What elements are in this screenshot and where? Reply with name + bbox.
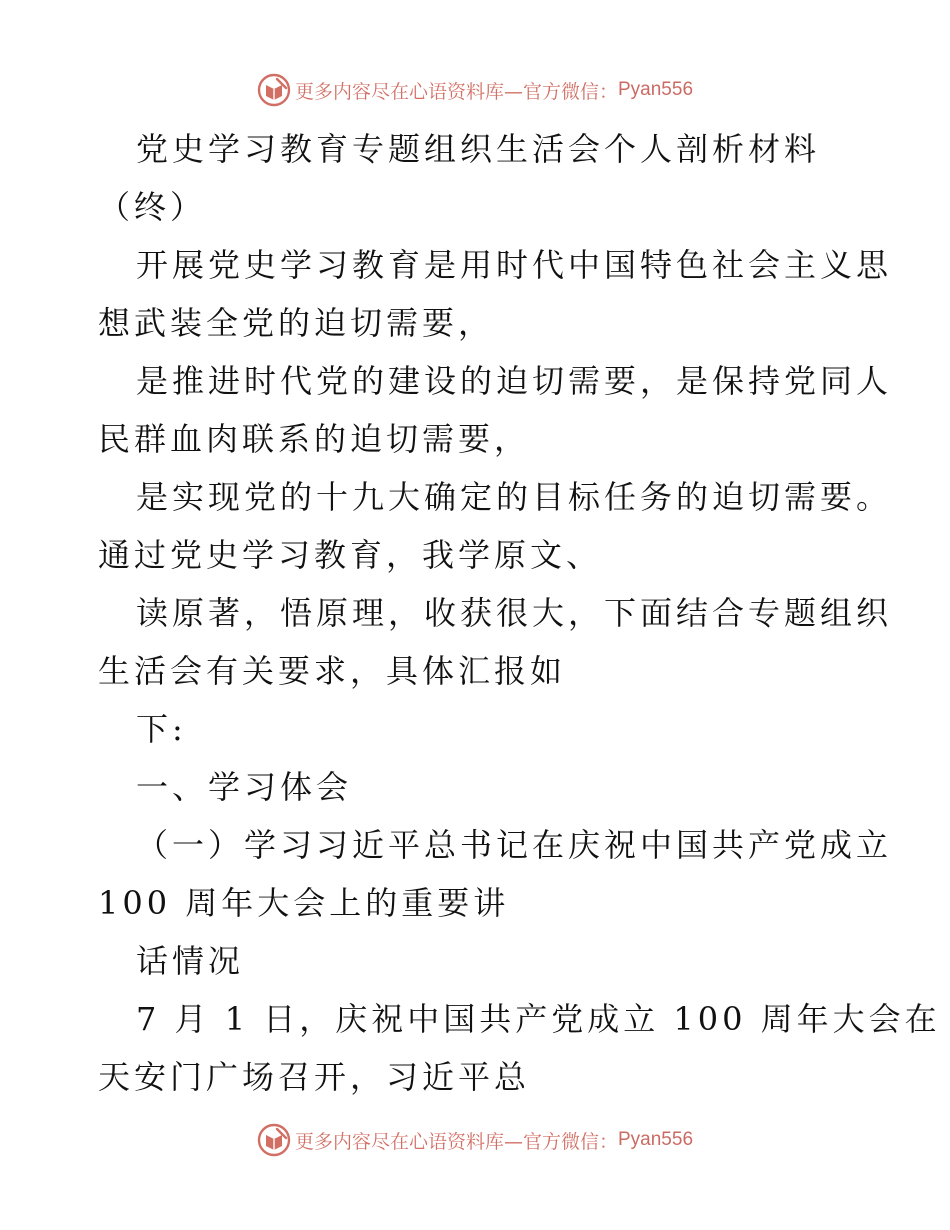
book-logo-icon xyxy=(257,73,291,107)
text-line: 是实现党的十九大确定的目标任务的迫切需要。 xyxy=(136,478,893,516)
text-line: 天安门广场召开，习近平总 xyxy=(98,1058,531,1096)
text-line: （终） xyxy=(98,188,207,226)
text-line: 开展党史学习教育是用时代中国特色社会主义思 xyxy=(136,246,893,284)
text-line: 想武装全党的迫切需要， xyxy=(98,304,495,342)
text-line: （一）学习习近平总书记在庆祝中国共产党成立 xyxy=(136,826,893,864)
text-line: 党史学习教育专题组织生活会个人剖析材料 xyxy=(136,130,821,168)
text-line: 一、学习体会 xyxy=(136,768,353,806)
book-logo-icon xyxy=(257,1123,291,1157)
footer-watermark xyxy=(0,1120,950,1160)
watermark-wechat-id: Pyan556 xyxy=(618,1129,694,1150)
text-line: 民群血肉联系的迫切需要， xyxy=(98,420,531,458)
watermark-text: 更多内容尽在心语资料库—官方微信： xyxy=(294,80,618,103)
text-line: 生活会有关要求，具体汇报如 xyxy=(98,652,567,690)
text-line: 是推进时代党的建设的迫切需要，是保持党同人 xyxy=(136,362,893,400)
watermark-text: 更多内容尽在心语资料库—官方微信： xyxy=(294,1130,618,1153)
header-watermark xyxy=(0,70,950,110)
document-body xyxy=(98,120,941,1106)
text-line: 下: xyxy=(136,710,187,748)
text-line: 话情况 xyxy=(136,942,245,980)
watermark-wechat-id: Pyan556 xyxy=(618,79,694,100)
text-line: 7 月 1 日，庆祝中国共产党成立 100 周年大会在 xyxy=(136,1000,941,1038)
text-line: 读原著，悟原理，收获很大，下面结合专题组织 xyxy=(136,594,893,632)
text-line: 通过党史学习教育，我学原文、 xyxy=(98,536,603,574)
text-line: 100 周年大会上的重要讲 xyxy=(98,884,510,922)
